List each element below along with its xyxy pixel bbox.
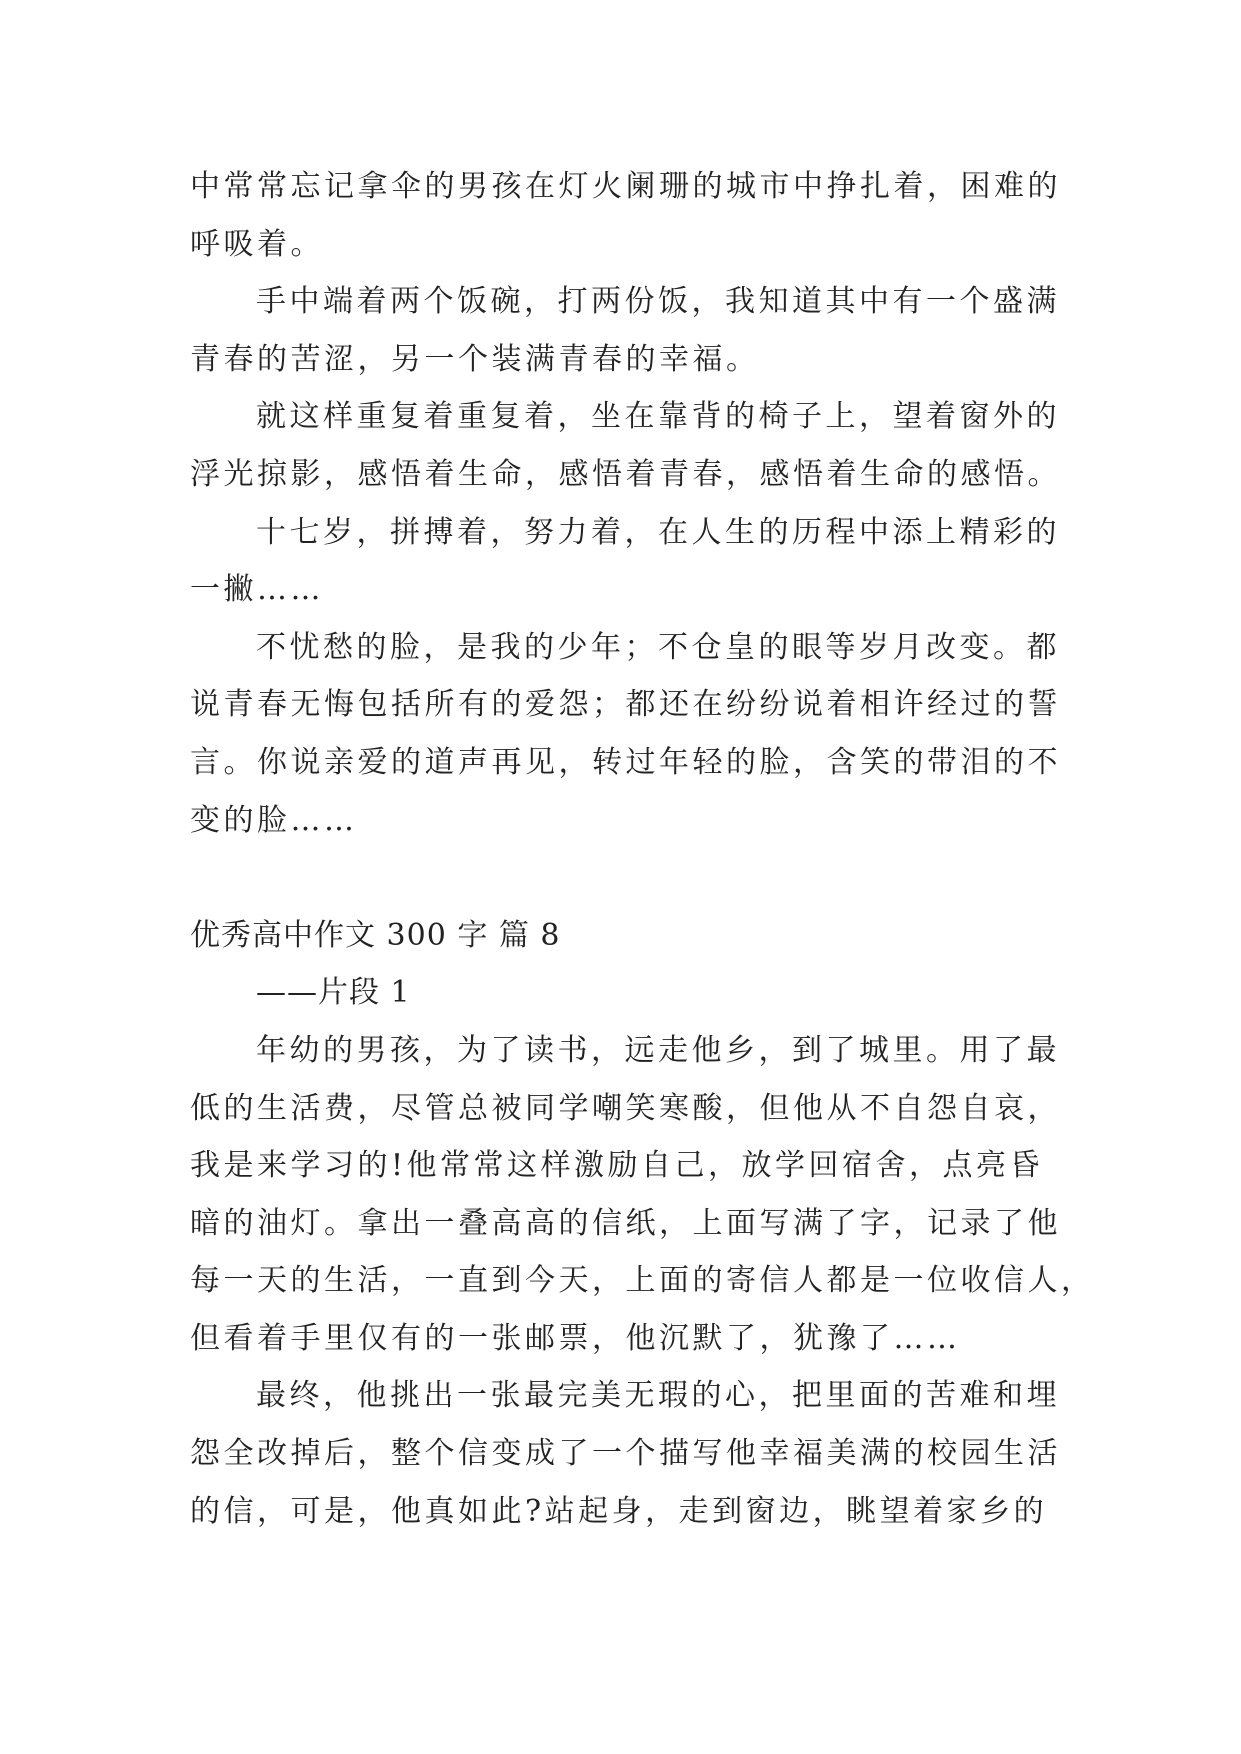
paragraph [190,273,1070,388]
section-gap [190,849,1070,907]
text-line: 浮光掠影，感悟着生命，感悟着青春，感悟着生命的感悟。 [190,456,1061,492]
document-page [190,158,1095,1540]
text-line: 说青春无悔包括所有的爱怨；都还在纷纷说着相许经过的誓 [190,687,1061,723]
text-line: 变的脸…… [190,802,358,838]
paragraph [190,158,1070,273]
text-line: 呼吸着。 [190,226,324,262]
section-title: 优秀高中作文 300 字 篇 8 [190,917,561,953]
text-after-section [190,1022,1095,1540]
text-line: 就这样重复着重复着，坐在靠背的椅子上，望着窗外的 [256,399,1060,435]
text-line: 言。你说亲爱的道声再见，转过年轻的脸，含笑的带泪的不 [190,744,1061,780]
text-line: 暗的油灯。拿出一叠高高的信纸，上面写满了字，记录了他 [190,1205,1061,1241]
text-before-section [190,158,1070,849]
text-line: 不忧愁的脸，是我的少年；不仓皇的眼等岁月改变。都 [256,629,1060,665]
paragraph [190,388,1070,503]
text-line: 手中端着两个饭碗，打两份饭，我知道其中有一个盛满 [256,284,1060,320]
text-line: 怨全改掉后，整个信变成了一个描写他幸福美满的校园生活 [190,1436,1061,1472]
text-line: 青春的苦涩，另一个装满青春的幸福。 [190,341,760,377]
text-line: 中常常忘记拿伞的男孩在灯火阑珊的城市中挣扎着，困难的 [190,169,1061,204]
paragraph [190,1367,1070,1540]
paragraph [190,1022,1095,1368]
text-line: 一撇…… [190,572,324,608]
text-line: 最终，他挑出一张最完美无瑕的心，把里面的苦难和埋 [256,1378,1060,1414]
text-line: 的信，可是，他真如此?站起身，走到窗边，眺望着家乡的 [190,1493,1048,1529]
paragraph [190,619,1070,849]
paragraph [190,504,1070,619]
text-line: 年幼的男孩，为了读书，远走他乡，到了城里。用了最 [256,1032,1060,1068]
text-line: 低的生活费，尽管总被同学嘲笑寒酸，但他从不自怨自哀， [190,1090,1061,1126]
section-subtitle: ——片段 1 [256,975,411,1011]
text-line: 我是来学习的!他常常这样激励自己，放学回宿舍，点亮昏 [190,1148,1044,1184]
text-line: 但看着手里仅有的一张邮票，他沉默了，犹豫了…… [190,1320,961,1356]
text-line: 每一天的生活，一直到今天，上面的寄信人都是一位收信人， [190,1263,1095,1299]
text-line: 十七岁，拼搏着，努力着，在人生的历程中添上精彩的 [256,514,1060,550]
